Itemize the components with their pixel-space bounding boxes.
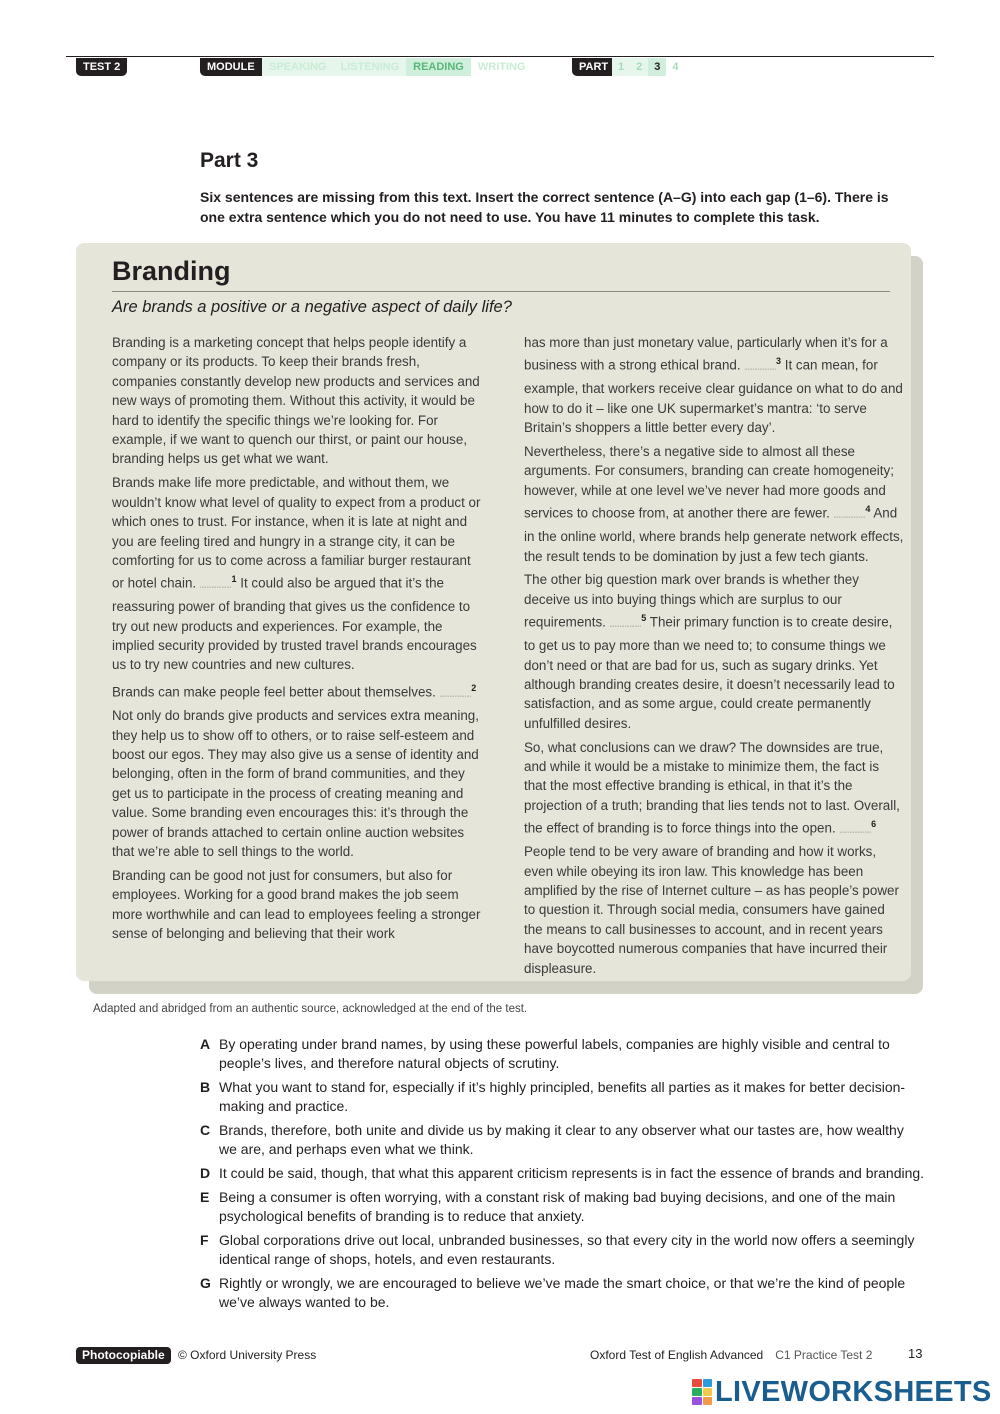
paragraph-4: Branding can be good not just for consumers, but also for employees. Working for a good brand makes the job seem more worthwhile and can lead to employees feeling a stronger sense of belonging and believing that their work xyxy=(112,868,481,942)
part-title: Part 3 xyxy=(200,149,259,172)
photocopiable-badge: Photocopiable xyxy=(76,1347,171,1364)
option-letter: A xyxy=(200,1036,211,1052)
gap-4-number: 4 xyxy=(865,504,871,515)
paragraph-5-text-a: has more than just monetary value, particularly when it’s for a business with a strong ethical brand. xyxy=(524,335,888,373)
part-tag: PART xyxy=(572,58,615,76)
option-letter: E xyxy=(200,1188,210,1205)
option-f[interactable] xyxy=(200,1231,925,1269)
option-letter: G xyxy=(200,1274,211,1291)
option-text: Brands, therefore, both unite and divide us by making it clear to any observer what our tastes are, how wealthy we are, and perhaps even what we think. xyxy=(219,1122,904,1158)
paragraph-6 xyxy=(524,442,904,566)
gap-6[interactable]: ................... xyxy=(839,828,872,835)
article-column-right xyxy=(524,333,904,982)
paragraph-7-text-a: The other big question mark over brands is whether they deceive us into buying things which are surplus to our requirements. xyxy=(524,572,859,630)
option-a[interactable] xyxy=(200,1035,925,1073)
paragraph-2-text-a: Brands make life more predictable, and without them, we wouldn’t know what level of quality to expect from a product or which ones to trust. For instance, when it is late at night and you are feeling tired and hungry in a strange city, it can be comforting for us to come across a familiar burger restaurant or hotel chain. xyxy=(112,475,481,591)
gap-6-number: 6 xyxy=(871,819,877,830)
part-3: 3 xyxy=(648,58,666,76)
gap-4[interactable]: ................... xyxy=(833,513,866,520)
article-column-left xyxy=(112,333,486,948)
paragraph-1: Branding is a marketing concept that helps people identify a company or its products. To keep their brands fresh, companies constantly develop new products and services and new ways of promoting them. Without this activity, it would be hard to identify the specific things we’re looking for. For example, if we want to quench our thirst, or paint our house, branding helps us get what we want. xyxy=(112,335,480,467)
gap-1-number: 1 xyxy=(231,574,237,585)
gap-1[interactable]: ................... xyxy=(199,583,232,590)
gap-3-number: 3 xyxy=(776,356,782,367)
gap-2-number: 2 xyxy=(471,683,477,694)
paragraph-3-text-b: Not only do brands give products and services extra meaning, they help us to show off to others, or to raise self-esteem and boost our egos. They may also give us a sense of identity and belonging, often in the form of brand communities, and they get us to participate in the process of creating meaning and value. Some branding even encourages this: it’s through the power of brands attached to certain online auction websites that we’re able to sell things to the world. xyxy=(112,708,479,860)
paragraph-3 xyxy=(112,679,486,861)
test-tag: TEST 2 xyxy=(76,58,127,76)
source-note: Adapted and abridged from an authentic source, acknowledged at the end of the test. xyxy=(93,1003,528,1015)
gap-5-number: 5 xyxy=(641,613,647,624)
gap-5[interactable]: ................... xyxy=(609,622,642,629)
book-title: Oxford Test of English Advanced xyxy=(590,1348,764,1362)
option-letter: B xyxy=(200,1079,211,1095)
task-instructions: Six sentences are missing from this text. Insert the correct sentence (A–G) into each gap (1–6). There is one extra sentence which you do not need to use. You have 11 minutes to complete this task. xyxy=(200,189,889,225)
header-rule xyxy=(66,56,934,57)
part-4: 4 xyxy=(672,61,679,73)
module-speaking: SPEAKING xyxy=(262,58,333,76)
module-reading: READING xyxy=(406,58,471,76)
option-letter: D xyxy=(200,1165,211,1181)
footer-book-info xyxy=(590,1348,872,1362)
liveworksheets-watermark[interactable] xyxy=(692,1376,992,1408)
liveworksheets-text: LIVEWORKSHEETS xyxy=(715,1375,992,1408)
module-list xyxy=(262,58,533,76)
paragraph-7-text-b: Their primary function is to create desire, to get us to pay more than we need to; to consume things we don’t need or that are bad for us, such as sugary drinks. Yet although branding creates desire, it doesn’t necessarily lead to satisfaction, and as some argue, could create permanently unfulfilled desires. xyxy=(524,614,895,731)
part-1: 1 xyxy=(612,58,630,76)
option-letter: F xyxy=(200,1231,209,1248)
option-b[interactable] xyxy=(200,1078,925,1116)
article-subtitle: Are brands a positive or a negative aspect of daily life? xyxy=(112,298,512,316)
part-list xyxy=(612,58,685,76)
module-listening: LISTENING xyxy=(333,58,406,76)
liveworksheets-logo-icon xyxy=(692,1379,712,1405)
gap-3[interactable]: ................... xyxy=(744,365,777,372)
paragraph-2-text-b: It could also be argued that it’s the reassuring power of branding that gives us the confidence to try out new products and experiences. For example, the implied security provided by trusted travel brands encourages us to try new countries and new cultures. xyxy=(112,575,477,673)
paragraph-5 xyxy=(524,333,904,438)
paragraph-5-text-b: It can mean, for example, that workers receive clear guidance on what to do and how to do it – like one UK supermarket’s mantra: ‘to serve Britain’s shoppers a little better every day’. xyxy=(524,357,903,436)
option-text: Rightly or wrongly, we are encouraged to believe we’ve made the smart choice, or that we’re the kind of people we’ve always wanted to be. xyxy=(219,1274,906,1310)
paragraph-8-text-b: People tend to be very aware of branding and how it works, even while obeying its iron law. This knowledge has been amplified by the rise of Internet culture – as has people’s power to question it. Through social media, consumers have gained the means to call businesses to account, and in recent years have boycotted numerous companies that have incurred their displeasure. xyxy=(524,844,899,976)
paragraph-2 xyxy=(112,473,486,675)
option-text: Being a consumer is often worrying, with a constant risk of making bad buying decisions, and one of the main psychological benefits of branding is to reduce that anxiety. xyxy=(219,1188,896,1224)
page-number: 13 xyxy=(908,1346,923,1361)
copyright: © Oxford University Press xyxy=(178,1348,317,1362)
paragraph-6-text-b: And in the online world, where brands help generate network effects, the result tends to be domination by just a few tech giants. xyxy=(524,505,904,564)
option-d[interactable] xyxy=(200,1164,925,1183)
module-writing: WRITING xyxy=(477,61,526,73)
option-text: What you want to stand for, especially if it’s highly principled, benefits all parties as it makes for better decision-making and practice. xyxy=(219,1079,906,1115)
gap-2[interactable]: ................... xyxy=(439,692,472,699)
module-tag: MODULE xyxy=(200,58,262,76)
option-e[interactable] xyxy=(200,1188,925,1226)
option-text: By operating under brand names, by using these powerful labels, companies are highly visible and central to people’s lives, and therefore natural objects of scrutiny. xyxy=(219,1036,890,1072)
article-title: Branding xyxy=(112,256,231,286)
part-2: 2 xyxy=(630,58,648,76)
option-c[interactable] xyxy=(200,1121,925,1159)
option-g[interactable] xyxy=(200,1274,925,1312)
paragraph-8 xyxy=(524,738,904,978)
test-name: C1 Practice Test 2 xyxy=(775,1348,873,1362)
options-list xyxy=(200,1035,925,1317)
option-text: Global corporations drive out local, unbranded businesses, so that every city in the world now offers a seemingly identical range of shops, hotels, and even restaurants. xyxy=(219,1231,915,1267)
paragraph-3-text-a: Brands can make people feel better about themselves. xyxy=(112,684,440,700)
paragraph-6-text-a: Nevertheless, there’s a negative side to almost all these arguments. For consumers, branding can create homogeneity; however, while at one level we’ve never had more goods and services to choose from, at another there are fewer. xyxy=(524,444,894,521)
option-letter: C xyxy=(200,1122,211,1138)
paragraph-8-text-a: So, what conclusions can we draw? The downsides are true, and while it would be a mistake to minimize them, the fact is that the most effective branding is ethical, in that it’s the projection of a truth; branding that lies tends not to last. Overall, the effect of branding is to force things into the open. xyxy=(524,739,900,836)
paragraph-7 xyxy=(524,570,904,733)
article-title-rule xyxy=(112,291,890,292)
option-text: It could be said, though, that what this apparent criticism represents is in fact the essence of brands and branding. xyxy=(219,1165,925,1181)
